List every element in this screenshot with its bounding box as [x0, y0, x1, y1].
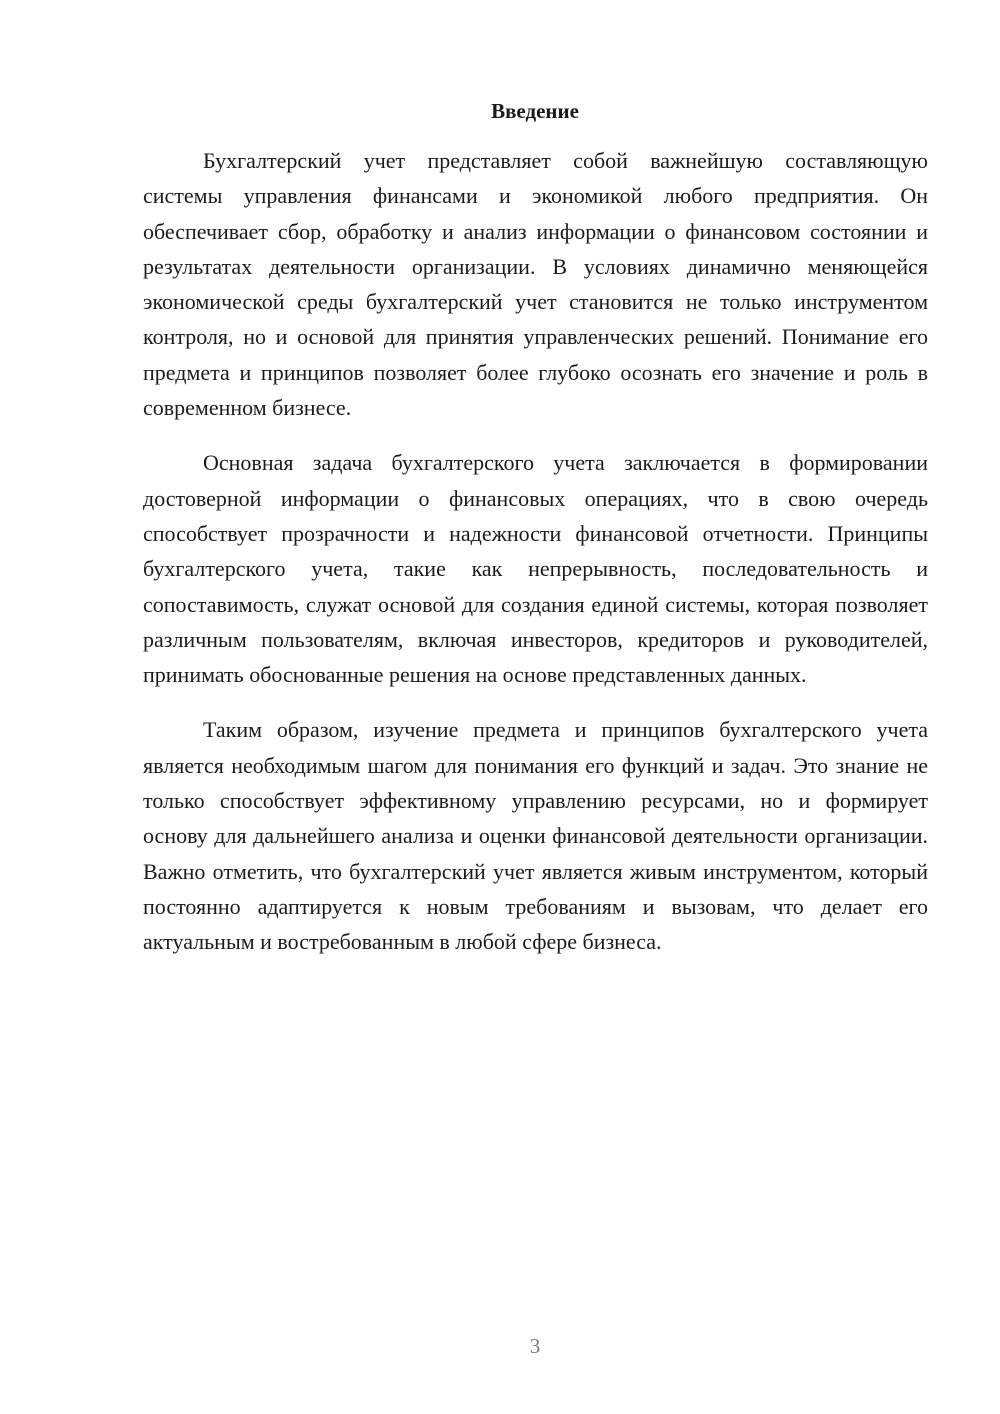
document-body	[143, 143, 928, 980]
paragraph-3: Таким образом, изучение предмета и принципов бухгалтерского учета является необходимым шагом для понимания его функций и задач. Это знание не только способствует эффективному управлению ресурсами, но и формирует основу для дальнейшего анализа и оценки финансовой деятельности организации. Важно отметить, что бухгалтерский учет является живым инструментом, который постоянно адаптируется к новым требованиям и вызовам, что делает его актуальным и востребованным в любой сфере бизнеса.	[143, 717, 928, 955]
page-title: Введение	[491, 99, 579, 123]
page-number: 3	[529, 1334, 541, 1358]
paragraph-2: Основная задача бухгалтерского учета заключается в формировании достоверной информации о финансовых операциях, что в свою очередь способствует прозрачности и надежности финансовой отчетности. Принципы бухгалтерского учета, такие как непрерывность, последовательность и сопоставимость, служат основой для создания единой системы, которая позволяет различным пользователям, включая инвесторов, кредиторов и руководителей, принимать обоснованные решения на основе представленных данных.	[143, 450, 928, 688]
paragraph-1: Бухгалтерский учет представляет собой важнейшую составляющую системы управления финансами и экономикой любого предприятия. Он обеспечивает сбор, обработку и анализ информации о финансовом состоянии и результатах деятельности организации. В условиях динамично меняющейся экономической среды бухгалтерский учет становится не только инструментом контроля, но и основой для принятия управленческих решений. Понимание его предмета и принципов позволяет более глубоко осознать его значение и роль в современном бизнесе.	[143, 148, 928, 421]
